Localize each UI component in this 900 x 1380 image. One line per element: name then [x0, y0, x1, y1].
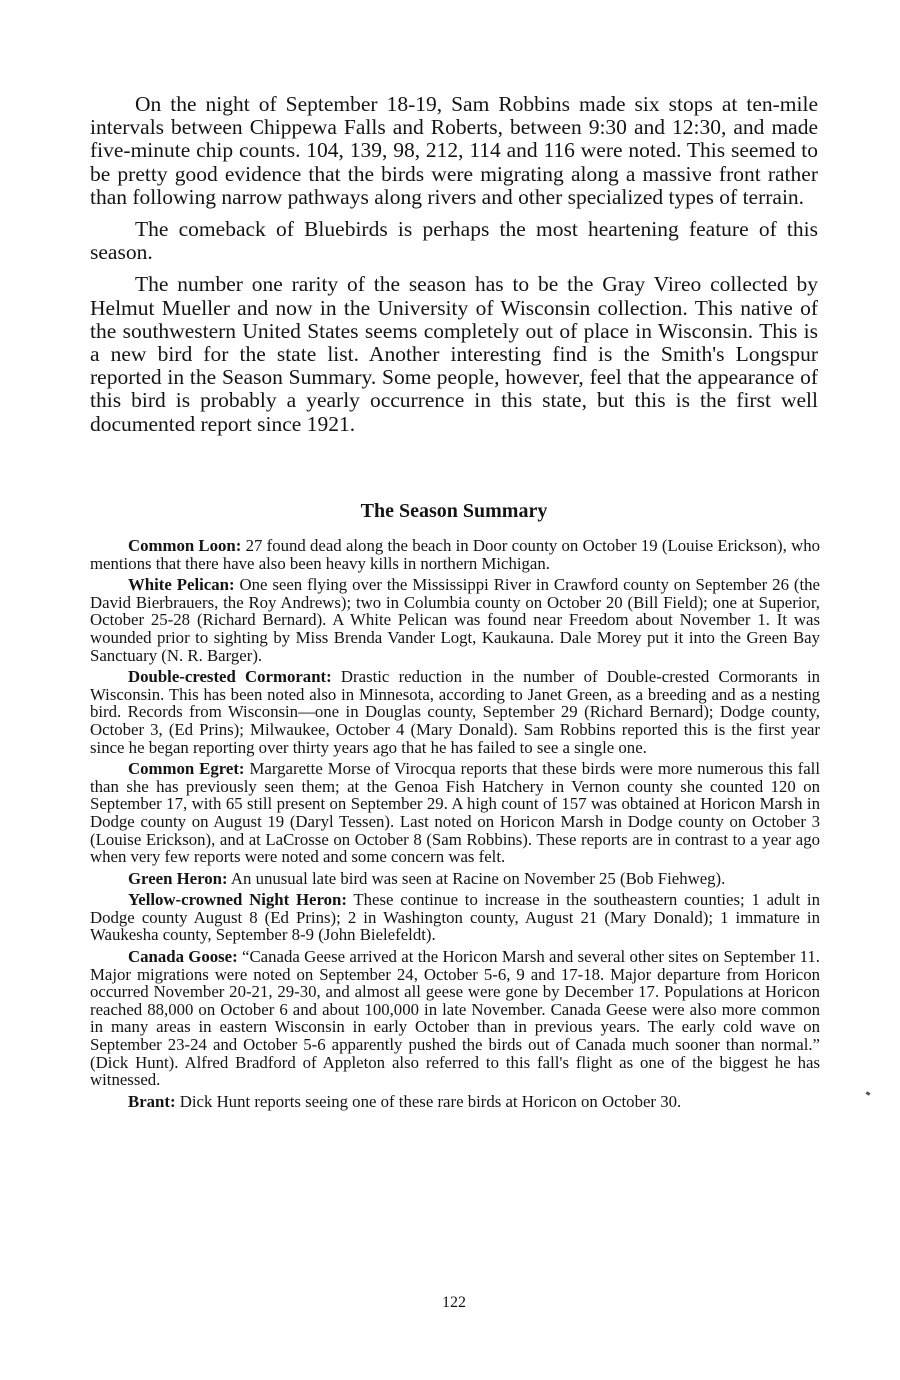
- season-summary: [90, 537, 820, 1114]
- summary-entry: [90, 870, 820, 888]
- summary-entry: [90, 891, 820, 944]
- page-number: 122: [442, 1294, 466, 1311]
- intro-paragraph: The number one rarity of the season has to be the Gray Vireo collected by Helmut Mueller and now in the University of Wisconsin collection. This native of the southwestern United States seems completely out of place in Wisconsin. This is a new bird for the state list. Another interesting find is the Smith's Longspur reported in the Season Summary. Some people, however, feel that the appearance of this bird is probably a yearly occurrence in this state, but this is the first well documented report since 1921.: [90, 272, 818, 436]
- entry-text: An unusual late bird was seen at Racine on November 25 (Bob Fiehweg).: [230, 868, 726, 888]
- intro-paragraph: The comeback of Bluebirds is perhaps the most heartening feature of this season.: [90, 217, 818, 265]
- entry-text: Drastic reduction in the number of Double-crested Cormorants in Wisconsin. This has been noted also in Minnesota, according to Janet Green, as a breeding and as a nesting bird. Records from Wisconsin—one in Douglas county, September 29 (Richard Bernard); Dodge county, October 3, (Ed Prins); Milwaukee, October 4 (Mary Donald). Sam Robbins reported this is the first year since he began reporting over thirty years ago that he has failed to see a single one.: [90, 667, 821, 757]
- intro-paragraph: On the night of September 18-19, Sam Robbins made six stops at ten-mile intervals between Chippewa Falls and Roberts, between 9:30 and 12:30, and made five-minute chip counts. 104, 139, 98, 212, 114 and 116 were noted. This seemed to be pretty good evidence that the birds were migrating along a massive front rather than following narrow pathways along rivers and other specialized types of terrain.: [90, 92, 818, 209]
- entry-text: 27 found dead along the beach in Door county on October 19 (Louise Erickson), who mentions that there have also been heavy kills in northern Michigan.: [90, 536, 820, 573]
- species-name: Canada Goose:: [128, 947, 238, 967]
- entry-text: These continue to increase in the southeastern counties; 1 adult in Dodge county August 8 (Ed Prins); 2 in Washington county, August 21 (Mary Donald); 1 immature in Waukesha county, September 8-9 (John Bielefeldt).: [90, 890, 820, 945]
- summary-entry: [90, 1093, 820, 1111]
- entry-text: Dick Hunt reports seeing one of these rare birds at Horicon on October 30.: [179, 1091, 682, 1111]
- species-name: Brant:: [128, 1091, 176, 1111]
- entry-text: “Canada Geese arrived at the Horicon Marsh and several other sites on September 11. Major migrations were noted on September 24, October 5-6, 9 and 17-18. Major departure from Horicon occurred November 20-21, 29-30, and almost all geese were gone by December 17. Populations at Horicon reached 88,000 on October 6 and about 100,000 in late November. Canada Geese were also more common in many areas in eastern Wisconsin in early October than in previous years. The early cold wave on September 23-24 and October 5-6 apparently pushed the birds out of Canada much sooner than normal.” (Dick Hunt). Alfred Bradford of Appleton also referred to this fall's flight as one of the biggest he has witnessed.: [90, 947, 820, 1090]
- species-name: Green Heron:: [128, 868, 228, 888]
- entry-text: One seen flying over the Mississippi River in Crawford county on September 26 (the David Bierbrauers, the Roy Andrews); two in Columbia county on October 20 (Bill Field); one at Superior, October 25-28 (Richard Bernard). A White Pelican was found near Freedom about November 1. It was wounded prior to sighting by Miss Brenda Vander Logt, Kaukauna. Dale Morey put it into the Green Bay Sanctuary (N. R. Barger).: [90, 575, 820, 665]
- species-name: White Pelican:: [128, 575, 235, 595]
- species-name: Double-crested Cormorant:: [128, 667, 332, 687]
- summary-entry: [90, 668, 820, 756]
- summary-entry: [90, 948, 820, 1089]
- summary-entry: [90, 537, 820, 572]
- margin-mark: [866, 1091, 871, 1096]
- section-title: The Season Summary: [360, 500, 548, 522]
- entry-text: Margarette Morse of Virocqua reports that these birds were more numerous this fall than she has previously seen them; at the Genoa Fish Hatchery in Vernon county she counted 120 on September 17, with 65 still present on September 29. A high count of 157 was obtained at Horicon Marsh in Dodge county on August 19 (Daryl Tessen). Last noted on Horicon Marsh in Dodge county on October 3 (Louise Erickson), and at LaCrosse on October 8 (Sam Robbins). These reports are in contrast to a year ago when very few reports were noted and some concern was felt.: [90, 759, 820, 867]
- summary-entry: [90, 576, 820, 664]
- summary-entry: [90, 760, 820, 866]
- species-name: Common Loon:: [128, 536, 242, 555]
- intro-text: [90, 93, 818, 445]
- species-name: Yellow-crowned Night Heron:: [128, 890, 347, 910]
- species-name: Common Egret:: [128, 759, 245, 779]
